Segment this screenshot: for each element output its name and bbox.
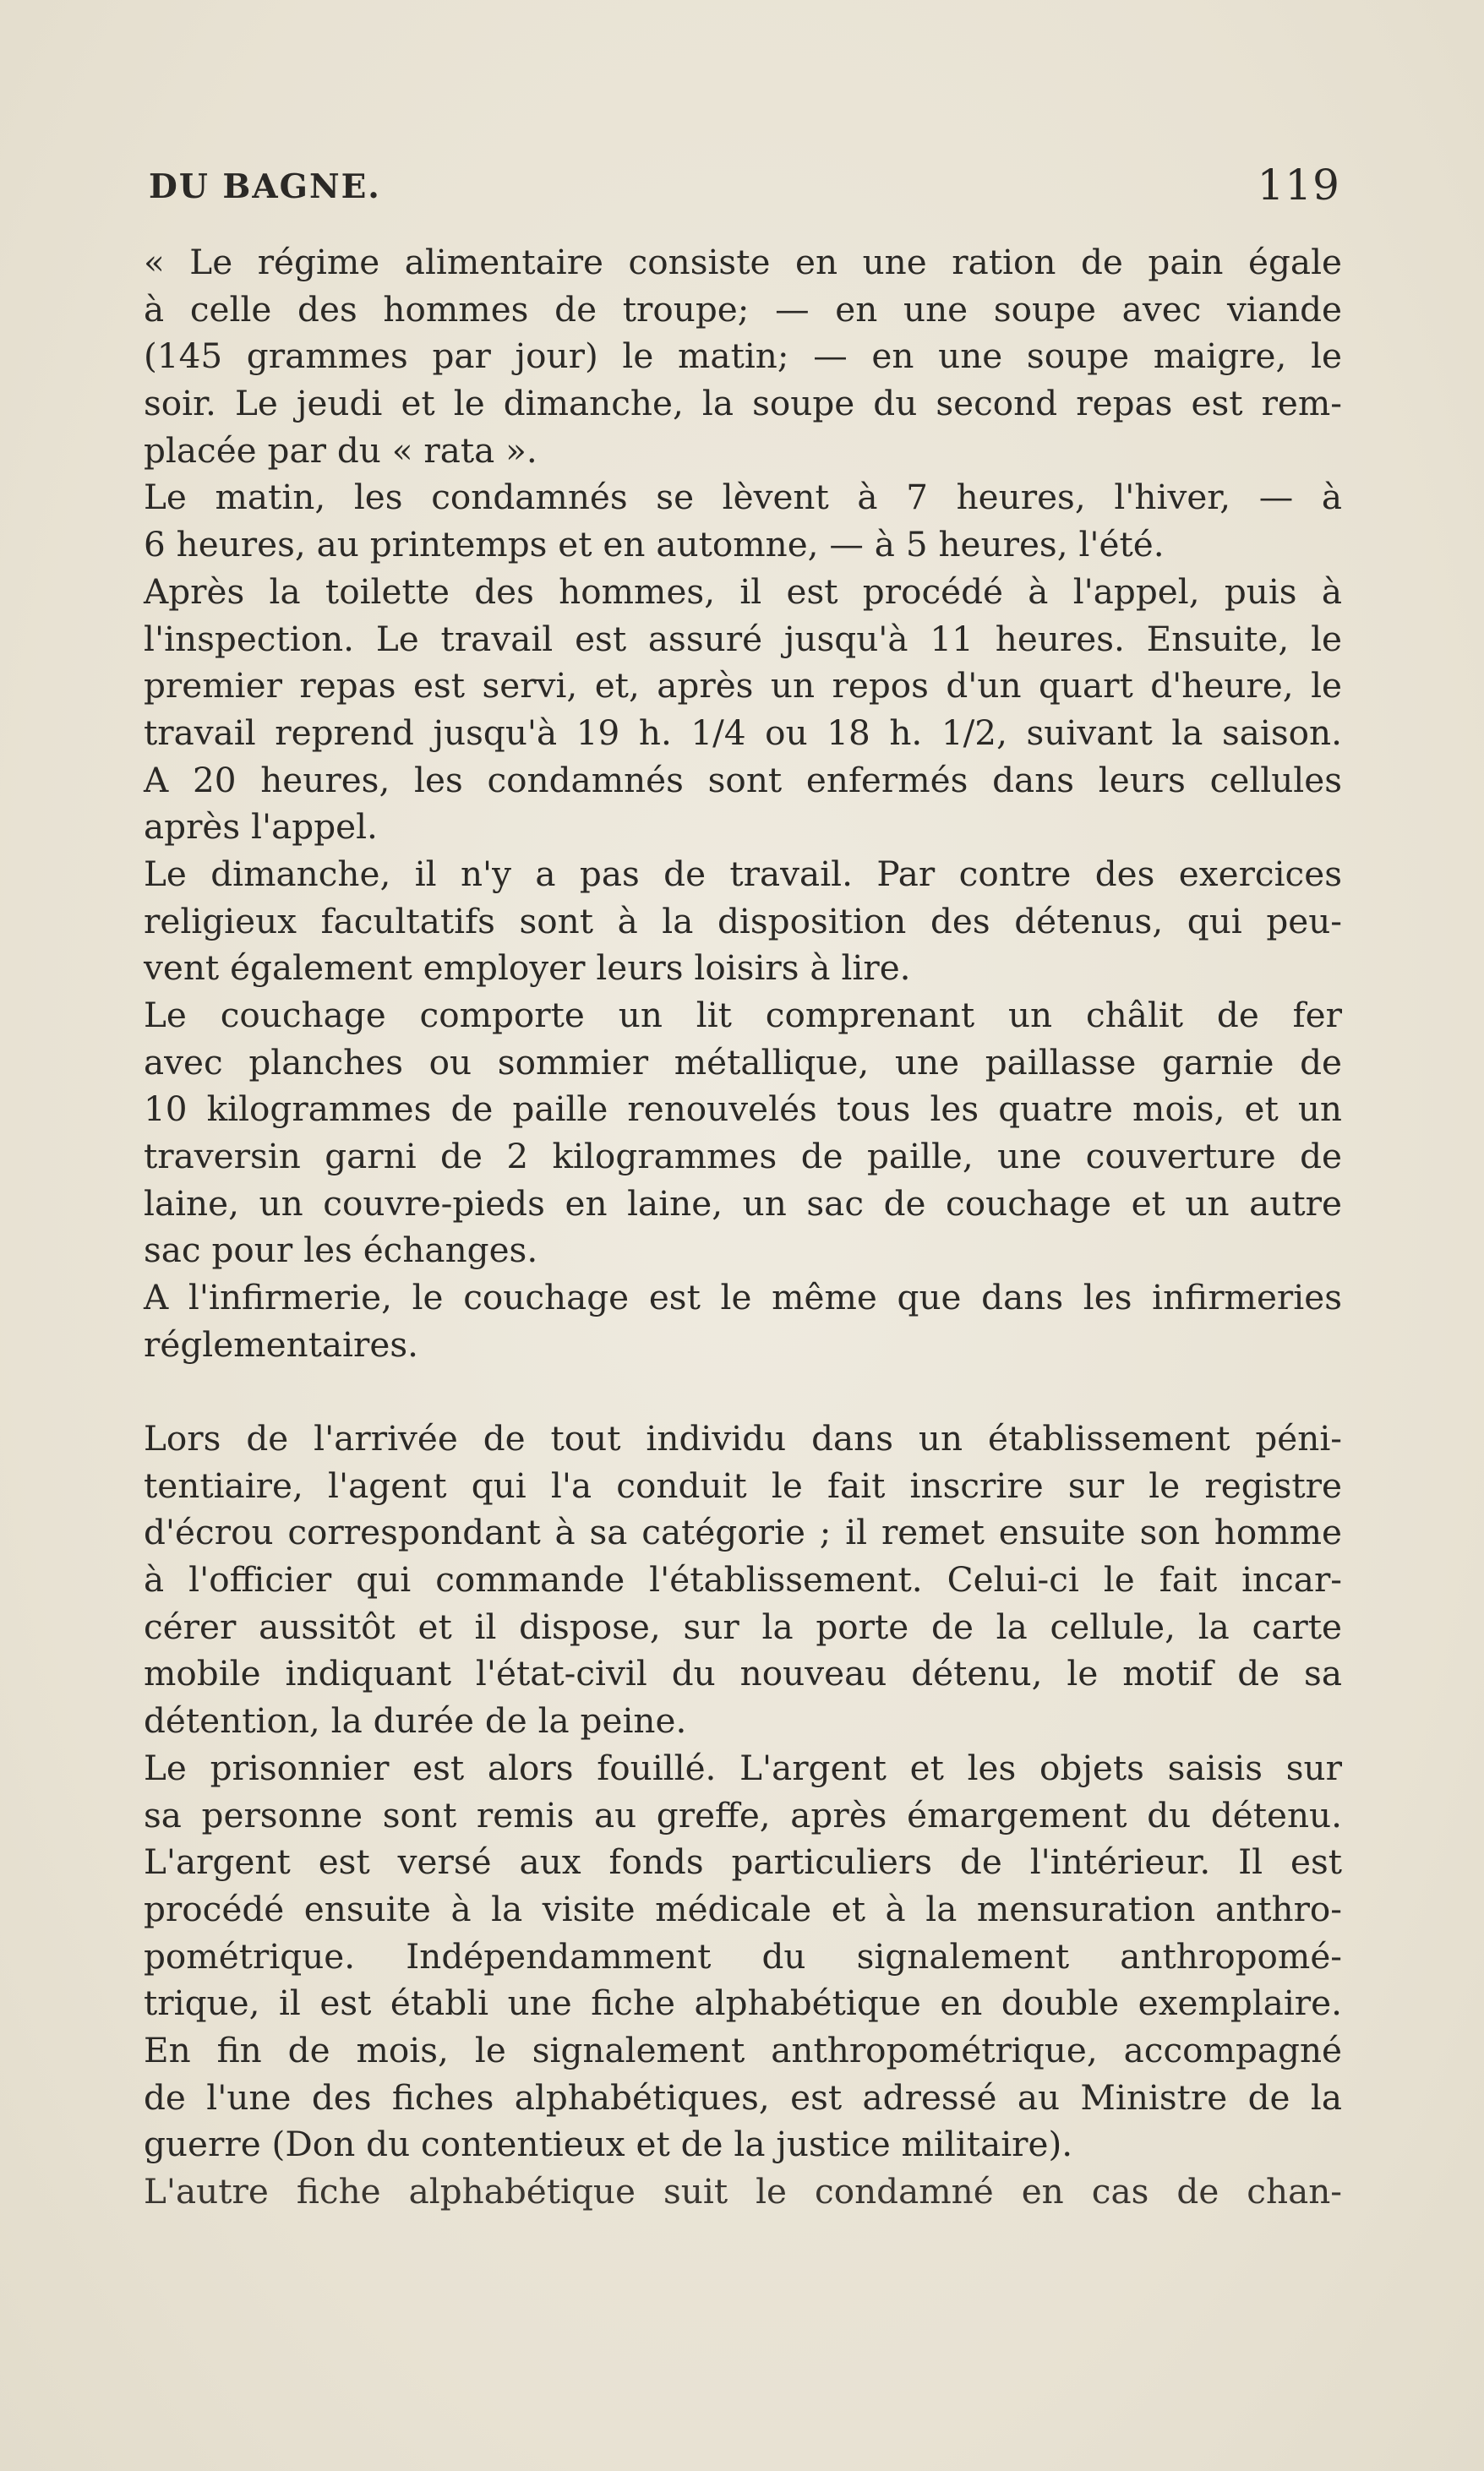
text-line: (145 grammes par jour) le matin; — en une soupe maigre, le [144,335,1342,377]
text-line: d'écrou correspondant à sa catégorie ; il remet ensuite son homme [144,1512,1342,1553]
text-line: placée par du « rata ». [144,429,537,471]
text-line: vent également employer leurs loisirs à lire. [144,947,911,989]
text-line: sa personne sont remis au greffe, après émargement du détenu. [144,1794,1342,1836]
text-line: à l'officier qui commande l'établissement. Celui-ci le fait incar- [144,1559,1342,1601]
text-line: Le matin, les condamnés se lèvent à 7 heures, l'hiver, — à [144,477,1342,518]
text-line: mobile indiquant l'état-civil du nouveau détenu, le motif de sa [144,1653,1342,1694]
text-line: à celle des hommes de troupe; — en une soupe avec viande [144,288,1342,330]
text-line: religieux facultatifs sont à la disposition des détenus, qui peu- [144,900,1342,941]
text-line: travail reprend jusqu'à 19 h. 1/4 ou 18 h. 1/2, suivant la saison. [144,712,1342,753]
text-line: pométrique. Indépendamment du signalement anthropomé- [144,1935,1342,1977]
section-diet-and-routine [144,239,1342,1369]
text-line: l'inspection. Le travail est assuré jusqu'à 11 heures. Ensuite, le [144,618,1342,659]
text-line: soir. Le jeudi et le dimanche, la soupe du second repas est rem- [144,383,1342,424]
text-line: procédé ensuite à la visite médicale et à la mensuration anthro- [144,1888,1342,1929]
text-line: Après la toilette des hommes, il est procédé à l'appel, puis à [144,570,1342,612]
text-line: A l'infirmerie, le couchage est le même que dans les infirmeries [144,1277,1342,1318]
text-line: détention, la durée de la peine. [144,1700,687,1742]
text-line: guerre (Don du contentieux et de la justice militaire). [144,2124,1073,2165]
text-line: tentiaire, l'agent qui l'a conduit le fait inscrire sur le registre [144,1465,1342,1506]
text-line: premier repas est servi, et, après un repos d'un quart d'heure, le [144,665,1342,706]
text-line: 6 heures, au printemps et en automne, — à 5 heures, l'été. [144,524,1165,565]
text-line: réglementaires. [144,1323,418,1365]
text-line: Le dimanche, il n'y a pas de travail. Par contre des exercices [144,853,1342,894]
text-line: sac pour les échanges. [144,1230,538,1271]
text-line: L'argent est versé aux fonds particuliers de l'intérieur. Il est [144,1841,1342,1883]
running-head [149,161,1340,220]
text-line: traversin garni de 2 kilogrammes de paille, une couverture de [144,1136,1342,1177]
text-line: « Le régime alimentaire consiste en une ration de pain égale [144,242,1342,282]
text-line: Lors de l'arrivée de tout individu dans un établissement péni- [144,1418,1342,1459]
text-line: A 20 heures, les condamnés sont enfermés dans leurs cellules [144,759,1342,800]
text-line: 10 kilogrammes de paille renouvelés tous les quatre mois, et un [144,1088,1342,1130]
text-line: avec planches ou sommier métallique, une paillasse garnie de [144,1041,1342,1083]
text-line: L'autre fiche alphabétique suit le condamné en cas de chan- [144,2171,1342,2212]
text-line: Le couchage comporte un lit comprenant un châlit de fer [144,995,1342,1035]
text-line: de l'une des fiches alphabétiques, est adressé au Ministre de la [144,2076,1342,2118]
text-line: En fin de mois, le signalement anthropométrique, accompagné [144,2029,1342,2070]
text-line: cérer aussitôt et il dispose, sur la porte de la cellule, la carte [144,1606,1342,1647]
running-title: DU BAGNE. [149,167,381,206]
text-line: trique, il est établi une fiche alphabétique en double exemplaire. [144,1983,1342,2024]
page-number: 119 [1257,161,1340,210]
text-line: laine, un couvre-pieds en laine, un sac de couchage et un autre [144,1182,1342,1224]
text-line: après l'appel. [144,806,378,848]
text-line: Le prisonnier est alors fouillé. L'argent et les objets saisis sur [144,1747,1342,1788]
section-admission-procedure [144,1416,1342,2216]
